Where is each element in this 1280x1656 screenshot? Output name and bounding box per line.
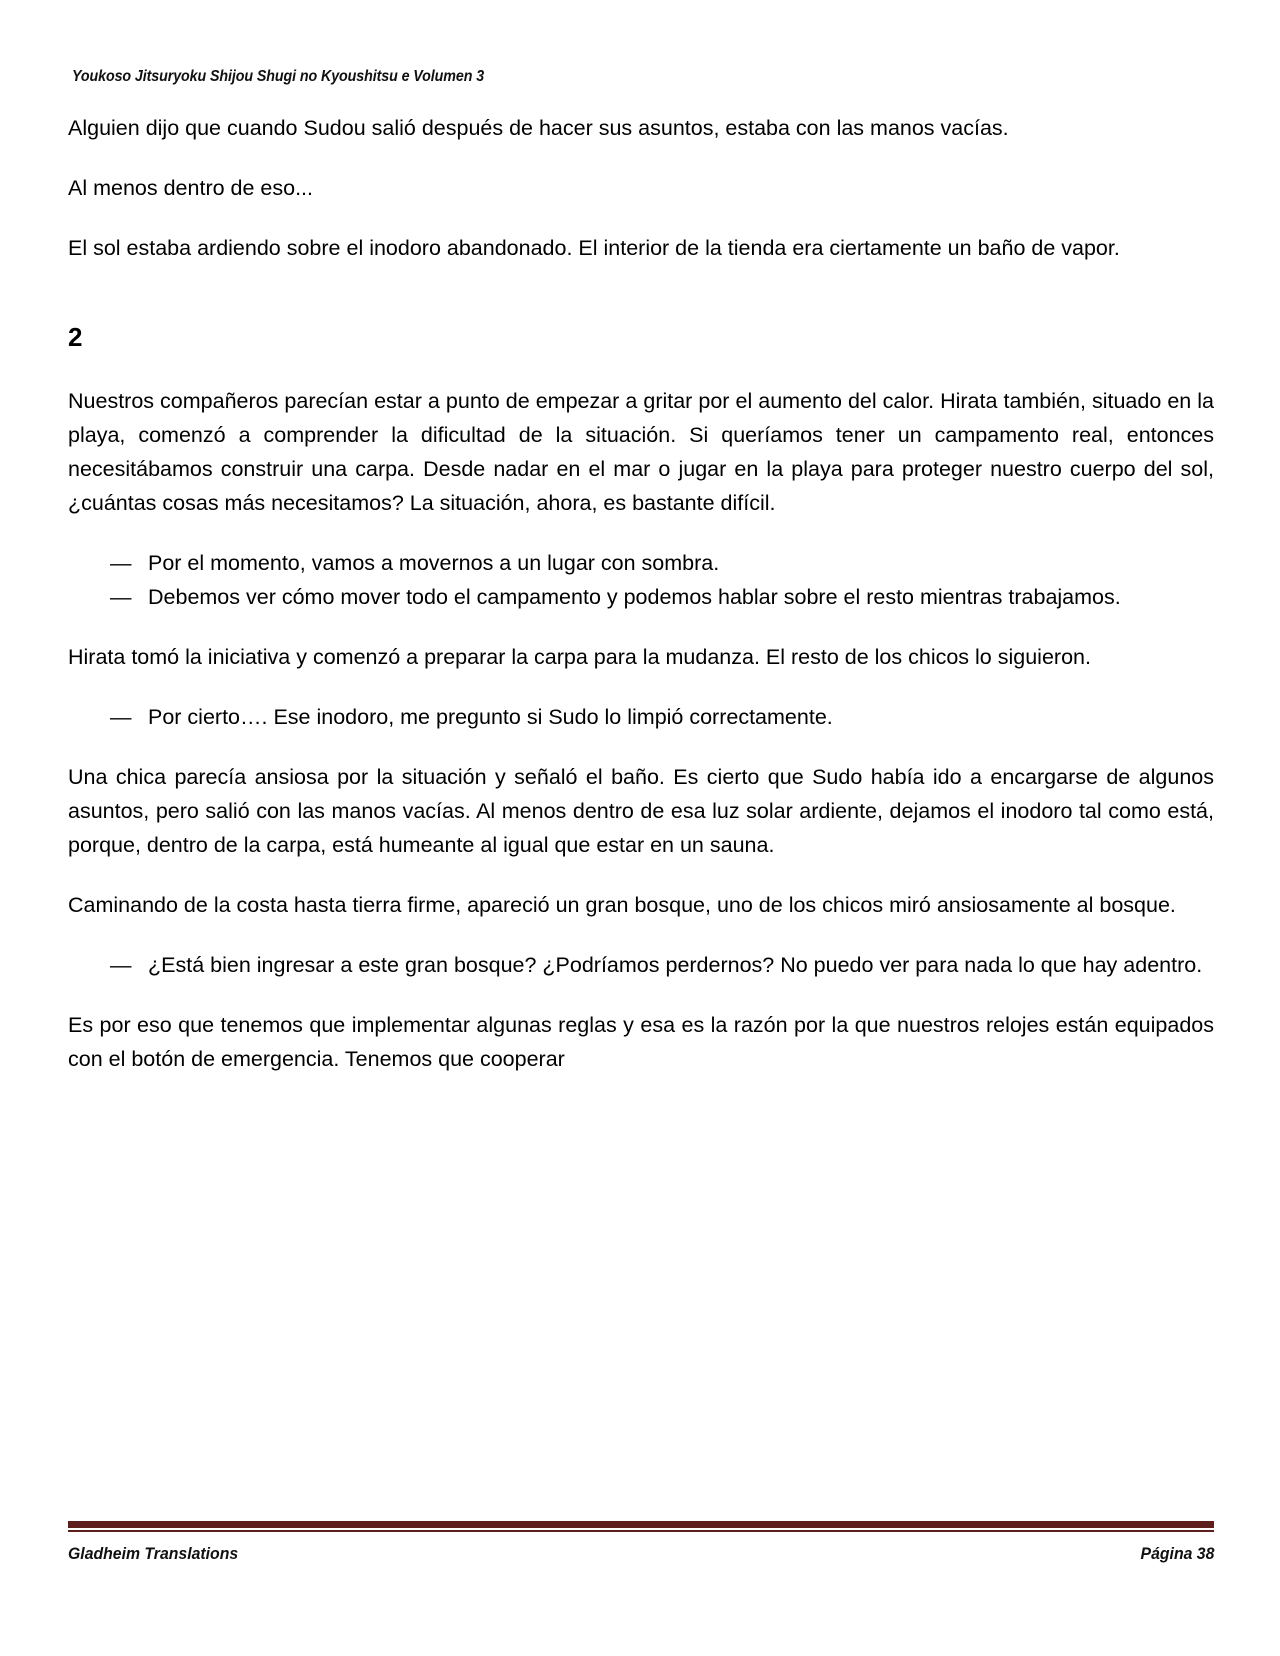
dialogue-line xyxy=(110,581,1214,615)
dialogue-text: ¿Está bien ingresar a este gran bosque? ¿Podríamos perdernos? No puedo ver para nada lo que hay adentro. xyxy=(148,952,1203,977)
dialogue-line xyxy=(110,949,1214,983)
em-dash-marker: — xyxy=(110,704,132,729)
em-dash-marker: — xyxy=(110,952,132,977)
dialogue-text: Por el momento, vamos a movernos a un lugar con sombra. xyxy=(148,550,720,575)
dialogue-group xyxy=(68,701,1214,735)
dialogue-group xyxy=(68,547,1214,615)
paragraph: Caminando de la costa hasta tierra firme, apareció un gran bosque, uno de los chicos miró ansiosamente al bosque. xyxy=(68,892,1176,917)
page-footer xyxy=(68,1521,1214,1564)
paragraph: Al menos dentro de eso... xyxy=(68,175,314,200)
paragraph: Es por eso que tenemos que implementar algunas reglas y esa es la razón por la que nuestros relojes están equipados con el botón de emergencia. Tenemos que cooperar xyxy=(68,1012,1214,1071)
em-dash-marker: — xyxy=(110,584,132,609)
paragraph: Una chica parecía ansiosa por la situación y señaló el baño. Es cierto que Sudo había ido a encargarse de algunos asuntos, pero salió con las manos vacías. Al menos dentro de esa luz solar ardiente, dejamos el inodoro tal como está, porque, dentro de la carpa, está humeante al igual que estar en un sauna. xyxy=(68,764,1214,857)
footer-rule-thick xyxy=(68,1521,1214,1528)
dialogue-group xyxy=(68,949,1214,983)
footer-page-number: Página 38 xyxy=(1140,1544,1214,1563)
paragraph: Nuestros compañeros parecían estar a punto de empezar a gritar por el aumento del calor. Hirata también, situado en la playa, comenzó a comprender la dificultad de la situación. Si queríamos tener un campamento real, entonces necesitábamos construir una carpa. Desde nadar en el mar o jugar en la playa para proteger nuestro cuerpo del sol, ¿cuántas cosas más necesitamos? La situación, ahora, es bastante difícil. xyxy=(68,389,1214,515)
dialogue-text: Por cierto…. Ese inodoro, me pregunto si Sudo lo limpió correctamente. xyxy=(148,704,833,729)
running-header: Youkoso Jitsuryoku Shijou Shugi no Kyoushitsu e Volumen 3 xyxy=(72,68,485,85)
section-heading: 2 xyxy=(68,321,83,352)
footer-row xyxy=(68,1544,1214,1564)
paragraph: Hirata tomó la iniciativa y comenzó a preparar la carpa para la mudanza. El resto de los chicos lo siguieron. xyxy=(68,644,1091,669)
footer-translator-credit: Gladheim Translations xyxy=(68,1544,239,1563)
page-content xyxy=(68,112,1214,1077)
paragraph: Alguien dijo que cuando Sudou salió después de hacer sus asuntos, estaba con las manos vacías. xyxy=(68,116,1009,140)
em-dash-marker: — xyxy=(110,550,132,575)
footer-rule-thin xyxy=(68,1530,1214,1532)
dialogue-line xyxy=(110,547,1214,581)
dialogue-text: Debemos ver cómo mover todo el campamento y podemos hablar sobre el resto mientras trabajamos. xyxy=(148,584,1121,609)
paragraph: El sol estaba ardiendo sobre el inodoro abandonado. El interior de la tienda era ciertamente un baño de vapor. xyxy=(68,235,1120,260)
dialogue-line xyxy=(110,701,1214,735)
